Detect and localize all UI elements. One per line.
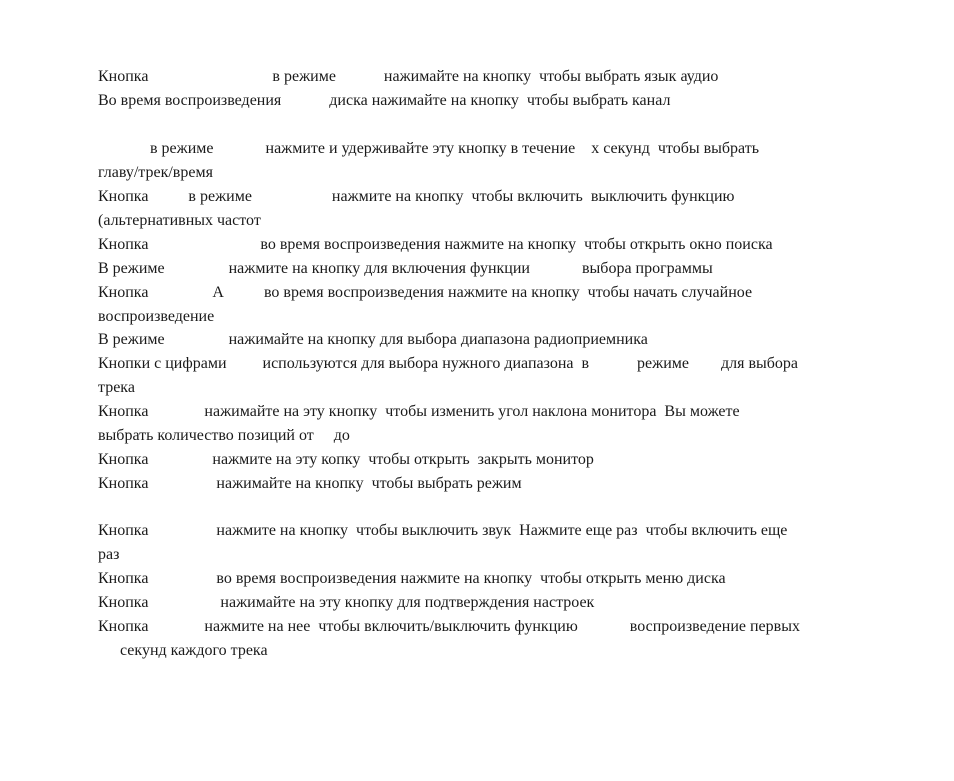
text-line: главу/трек/время [98,164,213,181]
text-line: В режиме нажимайте на кнопку для выбора диапазона радиоприемника [98,331,648,348]
text-line: выбрать количество позиций от до [98,427,350,444]
text-line: Кнопка в режиме нажмите на кнопку чтобы включить выключить функцию [98,188,735,205]
text-line: воспроизведение [98,308,215,325]
text-line: Кнопка нажмите на нее чтобы включить/выключить функцию воспроизведение первых [98,618,800,635]
text-line: секунд каждого трека [120,642,268,659]
text-line: Кнопка нажимайте на эту кнопку для подтверждения настроек [98,594,595,611]
text-line: Кнопка А во время воспроизведения нажмите на кнопку чтобы начать случайное [98,284,753,301]
text-line: Кнопка во время воспроизведения нажмите на кнопку чтобы открыть окно поиска [98,236,773,253]
text-line: Кнопка в режиме нажимайте на кнопку чтобы выбрать язык аудио [98,68,719,85]
text-line: Во время воспроизведения диска нажимайте на кнопку чтобы выбрать канал [98,92,671,109]
text-line: в режиме нажмите и удерживайте эту кнопку в течение х секунд чтобы выбрать [150,140,760,157]
text-line: Кнопка нажимайте на эту кнопку чтобы изменить угол наклона монитора Вы можете [98,403,740,420]
text-line: раз [98,546,120,563]
text-line: В режиме нажмите на кнопку для включения функции выбора программы [98,260,713,277]
text-line: (альтернативных частот [98,212,261,229]
text-line: Кнопка во время воспроизведения нажмите на кнопку чтобы открыть меню диска [98,570,726,587]
text-line: трека [98,379,135,396]
text-line: Кнопка нажимайте на кнопку чтобы выбрать режим [98,475,522,492]
text-line: Кнопка нажмите на кнопку чтобы выключить звук Нажмите еще раз чтобы включить еще [98,522,788,539]
text-line: Кнопки с цифрами используются для выбора нужного диапазона в режиме для выбора [98,355,799,372]
text-line: Кнопка нажмите на эту копку чтобы открыть закрыть монитор [98,451,594,468]
